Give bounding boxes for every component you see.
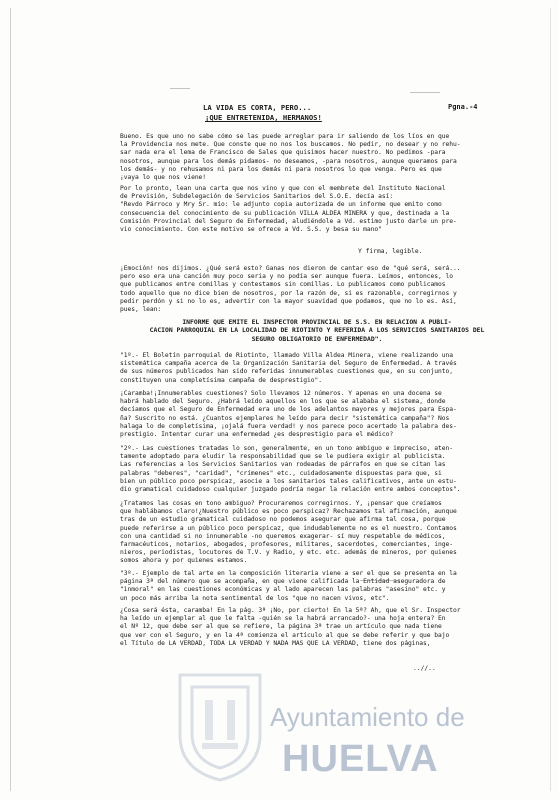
signature-line: Y firma, legible. xyxy=(358,248,423,255)
paragraph-7: ¿Tratamos las cosas en tono ambiguo? Procuraremos corregirnos. Y, ¡pensar que creíamos que hablábamos claro!¿Nuestro público es poco perspicaz? Rechazamos tal afirmación, aunque tras de un estudio gramatical cuidadoso no podemos asegurar que afirma tal cosa, porque puede referirse a un público poco perspicaz, que indudablemente no es el nuestro. Contamos con una cantidad si no innumerable -no queremos exagerar- sí muy respetable de médicos, farmacéuticos, notarios, abogados, profesores, militares, sacerdotes, comerciantes, inge- nieros, periodistas, locutores de T.V. y Radio, y etc. etc. además de mineros, por quienes somos ahora y por quienes estamos. xyxy=(120,500,457,565)
scan-noise xyxy=(410,92,440,93)
scan-noise xyxy=(360,580,400,581)
paragraph-2: Por lo pronto, lean una carta que nos vino y que con el membrete del Instituto Nacional de Previsión, Subdelegación de Servicios Sanitarios del S.O.E. decía así: "Revdo Párroco y Mry Sr. mío: le adjunto copia autorizada de un informe que emito como consecuencia del conocimiento de su publicación VILLA ALDEA MINERA y que, destinada a la Comisión Provincial del Seguro de Enfermedad, aludiéndole a Vd. estimo justo darle un pre- vio conocimiento. Con este motivo se ofrece a Vd. S.S. y besa su mano" xyxy=(120,185,457,234)
paragraph-8: "3º.- Ejemplo de tal arte en la composición literaria viene a ser el que se presenta en la página 3ª del número que se acompaña, en que viene calificada la Entidad aseguradora de "inmoral" en las cuestiones económicas y al lado aparecen las palabras "asesino" etc. y un poco más arriba la nota sentimental de los "que no nacen vivos, etc". xyxy=(120,570,457,602)
document-subtitle: ¡QUE ENTRETENIDA, HERMANOS! xyxy=(205,113,322,122)
scan-noise xyxy=(170,88,190,89)
continuation-mark: ..//.. xyxy=(413,665,436,672)
paragraph-6: "2º.- Las cuestiones tratadas lo son, generalmente, en un tono ambiguo e impreciso, aten- tamente adoptado para eludir la responsabilidad que se le pudiera exigir al publicista. Las referencias a los Servicios Sanitarios van rodeadas de párrafos en que se citan las palabras "deberes", "caridad", "crímenes" etc., cuidadosamente dispuestas para que, si bien un público poco perspicaz, asocie a los sanitarios tales calificativos, ante un estu- dio gramatical cuidadoso cualquier juzgado podría negar la relación entre ambos conceptos". xyxy=(120,445,461,494)
report-heading: INFORME QUE EMITE EL INSPECTOR PROVINCIAL DE S.S. EN RELACION A PUBLI- CACION PARROQUIAL EN LA LOCALIDAD DE RIOTINTO Y REFERIDA A LOS SERVICIOS SANITARIOS DEL SEGURO OBLIGATORIO DE ENFERMEDAD". xyxy=(149,318,485,343)
watermark-line-1: Ayuntamiento de xyxy=(270,702,465,732)
paragraph-5: ¡Caramba!¡Innumerables cuestiones? Solo llevamos 12 números. Y apenas en una docena se habrá hablado del Seguro. ¿Habrá leído aquellos en los que se alababa el sistema, donde decíamos que el Seguro de Enfermedad era uno de los adelantos mayores y mejores para Espa- ña? Suscrito no está. ¿Cuantos ejemplares he leído para decir "sistemática campaña"? Nos halaga lo de completísima, ¡ojalá fuera verdad! y nos parece poco acertado la palabra des- prestigio. Intentar curar una enfermedad ¿es desprestigio para el médico? xyxy=(120,390,457,439)
page-number: Pgna.-4 xyxy=(448,103,478,111)
paragraph-1: Bueno. Es que uno no sabe cómo se las puede arreglar para ir saliendo de los líos en que la Providencia nos mete. Que conste que no nos los buscamos. No pedir, no desear y no rehu- sar nada era el lema de Francisco de Sales que quisimos hacer nuestro. No pedimos -para nosotros, aunque para los demás pidamos- no deseamos, -para nosotros, aunque queramos para los demás- y no rehusamos ni para los demás ni para nosotros lo que venga. Pero es que ¡vaya lo que nos viene! xyxy=(120,133,461,182)
paragraph-9: ¿Cosa será ésta, caramba! En la pág. 3ª ¡No, por cierto! En la 5ª? Ah, que el Sr. Inspector ha leído un ejemplar al que le falta -quién se la habrá arrancado?- una hoja entera? En el Nº 12, que debe ser al que se refiere, la página 3ª trae un artículo que nada tiene que ver con el Seguro, y en la 4ª comienza el artículo al que se debe referir y que bajo el Título de LA VERDAD, TODA LA VERDAD Y NADA MAS QUE LA VERDAD, tiene dos páginas, xyxy=(120,607,461,647)
paragraph-3: ¡Emoción! nos dijimos. ¿Qué será esto? Ganas nos dieron de cantar eso de "qué será, será... pero eso era una canción muy poco seria y no podía ser aunque fuera. Leímos, entonces, lo que publicamos entre comillas y contestamos sin comillas. Lo publicamos como publicamos todo aquello que no dice bien de nosotros, por la razón de, si es razonable, corregirnos y pedir perdón y si no lo es, advertir con la mayor suavidad que podamos, que no lo es. Así, pues, lean: xyxy=(120,265,461,314)
document-title: LA VIDA ES CORTA, PERO... xyxy=(203,103,312,112)
paragraph-4: "1º.- El Boletín parroquial de Riotinto, llamado Villa Aldea Minera, viene realizando una sistemática campaña acerca de la Organización Sanitaria del Seguro de Enfermedad. A través de sus números publicados han sido referidas innumerables cuestiones que, en su conjunto, constituyen una completísima campaña de desprestigio". xyxy=(120,352,457,384)
watermark-line-2: HUELVA xyxy=(282,738,439,780)
